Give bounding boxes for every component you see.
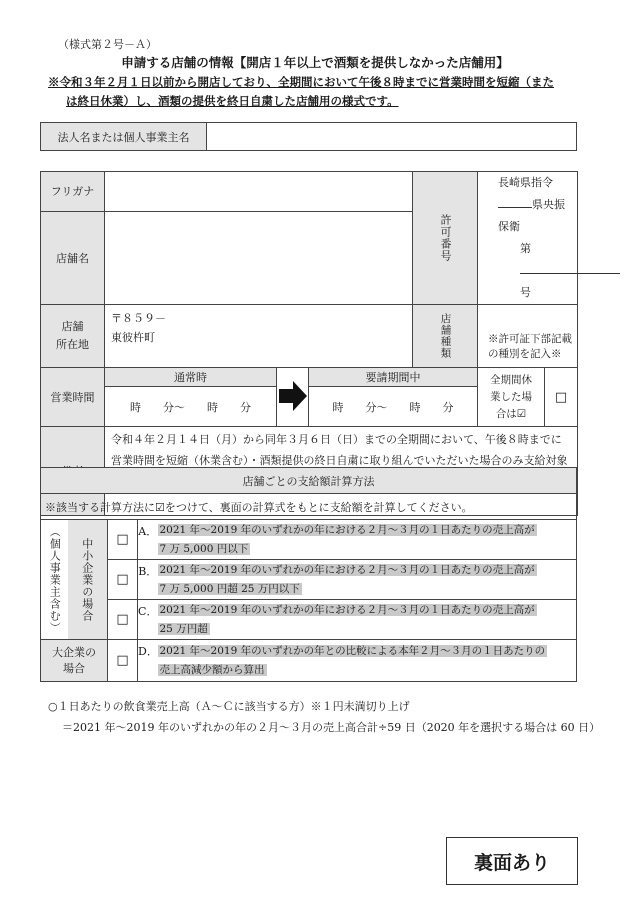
option-b-key: B． — [138, 560, 158, 600]
option-b-text: 2021 年～2019 年のいずれかの年における２月～３月の１日あたりの売上高が 7 万 5,000 円超 25 万円以下 — [158, 560, 577, 600]
arrow-right-icon — [279, 381, 307, 411]
corp-name-table — [40, 122, 577, 151]
request-hours-field[interactable]: 時 分～ 時 分 — [309, 387, 478, 427]
calc-instruction: ※該当する計算方法に☑をつけて、裏面の計算式をもとに支給額を計算してください。 — [41, 494, 577, 520]
address-label: 店舗 所在地 — [41, 305, 105, 368]
footnote-line-1: ○１日あたりの飲食業売上高（Ａ～Ｃに該当する方）※１円未満切り上げ — [48, 700, 410, 713]
page-title: 申請する店舗の情報【開店１年以上で酒類を提供しなかった店舗用】 — [121, 55, 509, 70]
shop-name-field[interactable] — [105, 211, 413, 304]
option-c-text: 2021 年～2019 年のいずれかの年における２月～３月の１日あたりの売上高が 25 万円超 — [158, 600, 577, 640]
permit-go: 号 — [520, 286, 531, 299]
shop-type-label: 店舗種類 — [413, 305, 478, 368]
option-c-key: C． — [138, 600, 158, 640]
closed-label: 全期間休 業した場 合は☑ — [478, 368, 545, 427]
permit-dai: 第 — [520, 242, 531, 255]
request-hours-label: 要請期間中 — [309, 368, 478, 387]
notice-line-1: ※令和３年２月１日以前から開店しており、全期間において午後８時までに営業時間を短縮（また — [48, 75, 554, 89]
remarks-text: 令和４年２月１４日（月）から同年３月６日（日）までの全期間において、午後８時までに営業時間を短縮（休業含む）・酒類提供の終日自粛に取り組んでいただいた場合のみ支給対象 — [105, 427, 578, 516]
normal-hours-label: 通常時 — [105, 368, 277, 387]
arrow-cell — [277, 368, 309, 427]
address-field[interactable] — [105, 305, 413, 368]
furigana-label: フリガナ — [41, 172, 105, 212]
option-a-checkbox[interactable]: □ — [108, 520, 138, 560]
shop-type-field[interactable] — [478, 305, 578, 368]
furigana-field[interactable] — [105, 172, 413, 212]
calc-title: 店舗ごとの支給額計算方法 — [41, 468, 577, 494]
option-a-key: A． — [138, 520, 158, 560]
permit-label: 許可番号 — [413, 172, 478, 305]
postal-code: 〒８５９－ — [111, 312, 166, 325]
calc-method-table — [40, 467, 577, 682]
large-company-label: 大企業の 場合 — [41, 640, 108, 682]
reverse-side-box: 裏面あり — [446, 837, 578, 885]
shop-name-label: 店舗名 — [41, 211, 105, 304]
permit-prefix: 長崎県指令 — [498, 176, 553, 189]
footnote-line-2: ＝2021 年～2019 年のいずれかの年の２月～３月の売上高合計÷59 日（2020 年を選択する場合は 60 日） — [62, 721, 601, 734]
normal-hours-field[interactable]: 時 分～ 時 分 — [105, 387, 277, 427]
shop-type-note: ※許可証下部記載の種別を記入※ — [488, 333, 572, 360]
form-number: （様式第２号－Ａ） — [58, 38, 157, 51]
shop-info-table — [40, 171, 578, 516]
option-a-text: 2021 年～2019 年のいずれかの年における２月～３月の１日あたりの売上高が 7 万 5,000 円以下 — [158, 520, 577, 560]
sme-paren-label: （個人事業主含む） — [41, 520, 68, 640]
hours-label: 営業時間 — [41, 368, 105, 427]
town-name: 東彼杵町 — [111, 331, 155, 344]
corp-name-label: 法人名または個人事業主名 — [41, 123, 207, 151]
option-d-key: D． — [138, 640, 158, 682]
option-b-checkbox[interactable]: □ — [108, 560, 138, 600]
sme-label: 中小企業の場合 — [68, 520, 108, 640]
corp-name-field[interactable] — [207, 123, 577, 151]
notice-line-2: は終日休業）し、酒類の提供を終日自粛した店舗用の様式です。 — [66, 94, 399, 108]
permit-number-field[interactable] — [478, 172, 578, 305]
option-c-checkbox[interactable]: □ — [108, 600, 138, 640]
option-d-checkbox[interactable]: □ — [108, 640, 138, 682]
notice — [48, 73, 588, 111]
option-d-text: 2021 年～2019 年のいずれかの年との比較による本年２月～３月の１日あたりの 売上高減少額から算出 — [158, 640, 577, 682]
permit-office: 県央振 保衛 — [498, 198, 565, 233]
closed-checkbox[interactable]: □ — [545, 368, 578, 427]
